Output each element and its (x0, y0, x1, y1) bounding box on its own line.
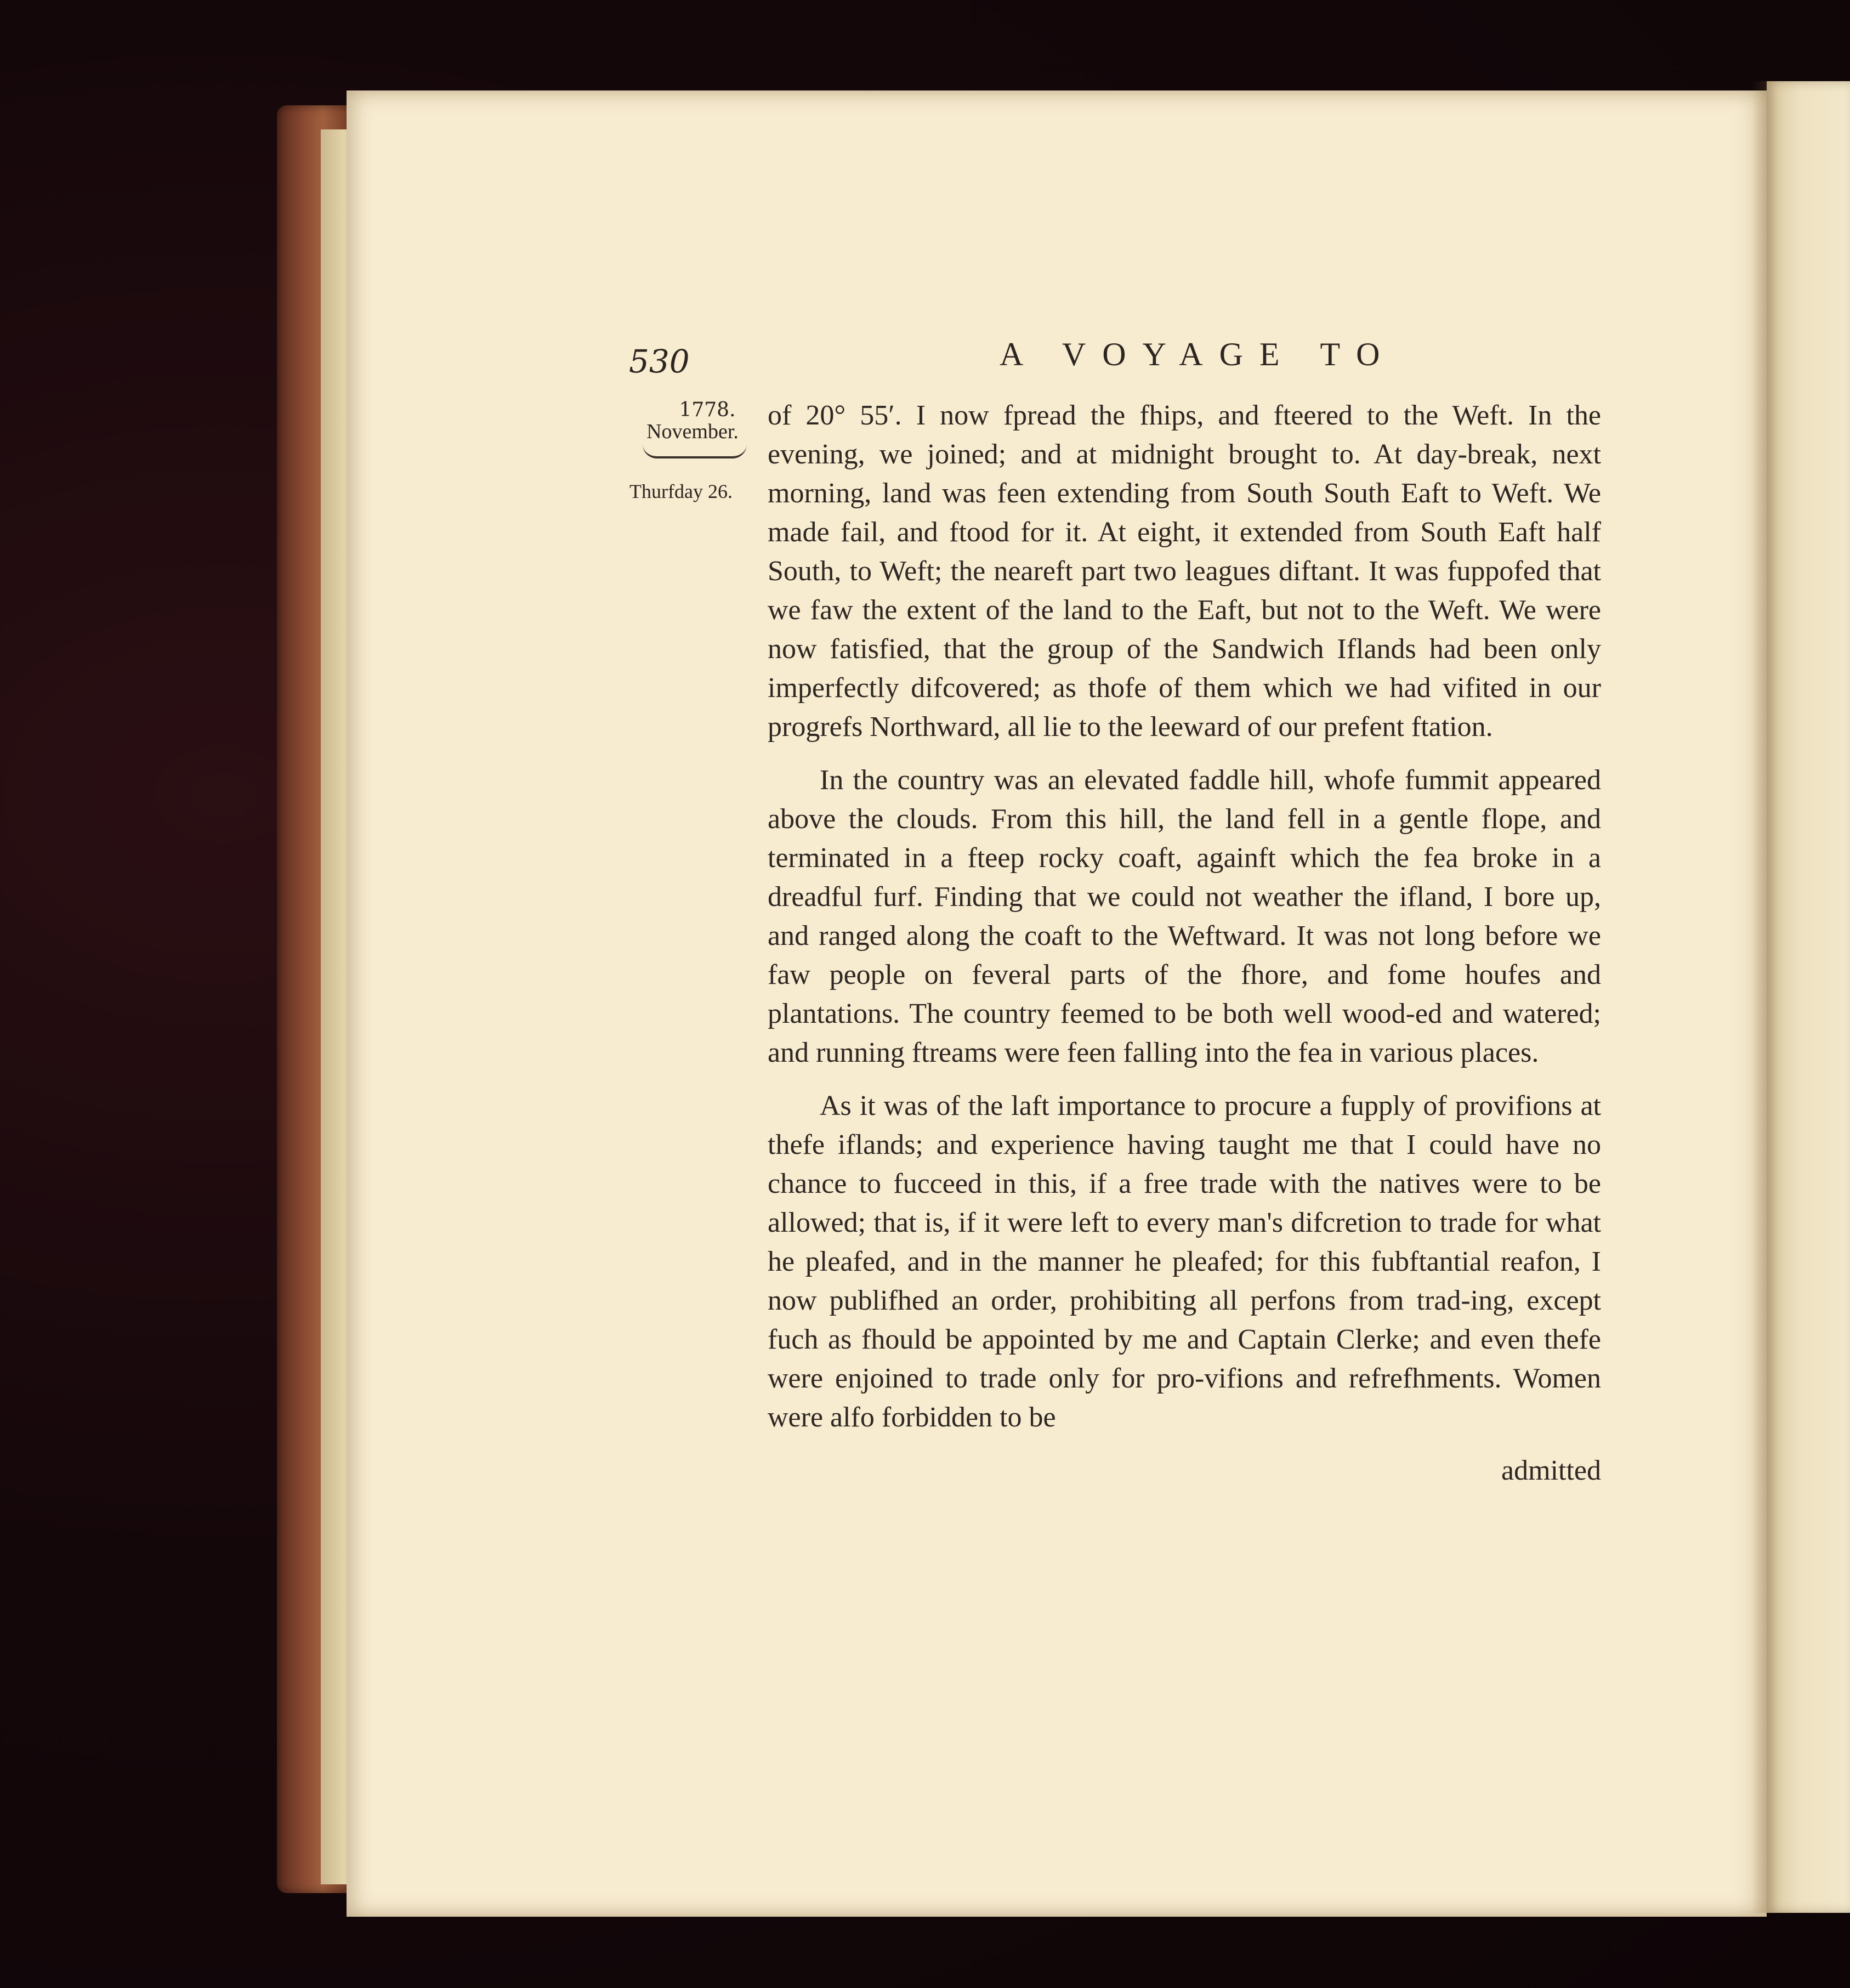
facing-page-edge (1767, 81, 1850, 1913)
running-head: A VOYAGE TO (1000, 336, 1397, 372)
margin-note-month: November. (646, 420, 739, 443)
page-number: 530 (629, 343, 690, 380)
margin-note-year: 1778. (679, 399, 736, 421)
paragraph-1: of 20° 55′. I now fpread the fhips, and fteered to the Weft. In the evening, we joined; and at midnight brought to. At day-break, next morning, land was feen extending from South South Eaft to Weft. We made fail, and ftood for it. At eight, it extended from South Eaft half South, to Weft; the neareft part two leagues diftant. It was fuppofed that we faw the extent of the land to the Eaft, but not to the Weft. We were now fatisfied, that the group of the Sandwich Iflands had been only imperfectly difcovered; as thofe of them which we had vifited in our progrefs Northward, all lie to the leeward of our prefent ftation. (768, 400, 1601, 743)
margin-note-day: Thurfday 26. (629, 480, 733, 502)
catchword: admitted (1501, 1455, 1601, 1486)
paragraph-2: In the country was an elevated faddle hill, whofe fummit appeared above the clouds. From this hill, the land fell in a gentle flope, and terminated in a fteep rocky coaft, againft which the fea broke in a dreadful furf. Finding that we could not weather the ifland, I bore up, and ranged along the coaft to the Weftward. It was not long before we faw people on feveral parts of the fhore, and fome houfes and plantations. The country feemed to be both well wood-ed and watered; and running ftreams were feen falling into the fea in various places. (768, 764, 1601, 1068)
margin-brace (643, 444, 747, 458)
body-text (768, 396, 1601, 1490)
paragraph-3: As it was of the laft importance to procure a fupply of provifions at thefe iflands; and experience having taught me that I could have no chance to fucceed in this, if a free trade with the natives were to be allowed; that is, if it were left to every man's difcretion to trade for what he pleafed, and in the manner he pleafed; for this fubftantial reafon, I now publifhed an order, prohibiting all perfons from trad-ing, except fuch as fhould be appointed by me and Captain Clerke; and even thefe were enjoined to trade only for pro-vifions and refrefhments. Women were alfo forbidden to be (768, 1090, 1601, 1433)
